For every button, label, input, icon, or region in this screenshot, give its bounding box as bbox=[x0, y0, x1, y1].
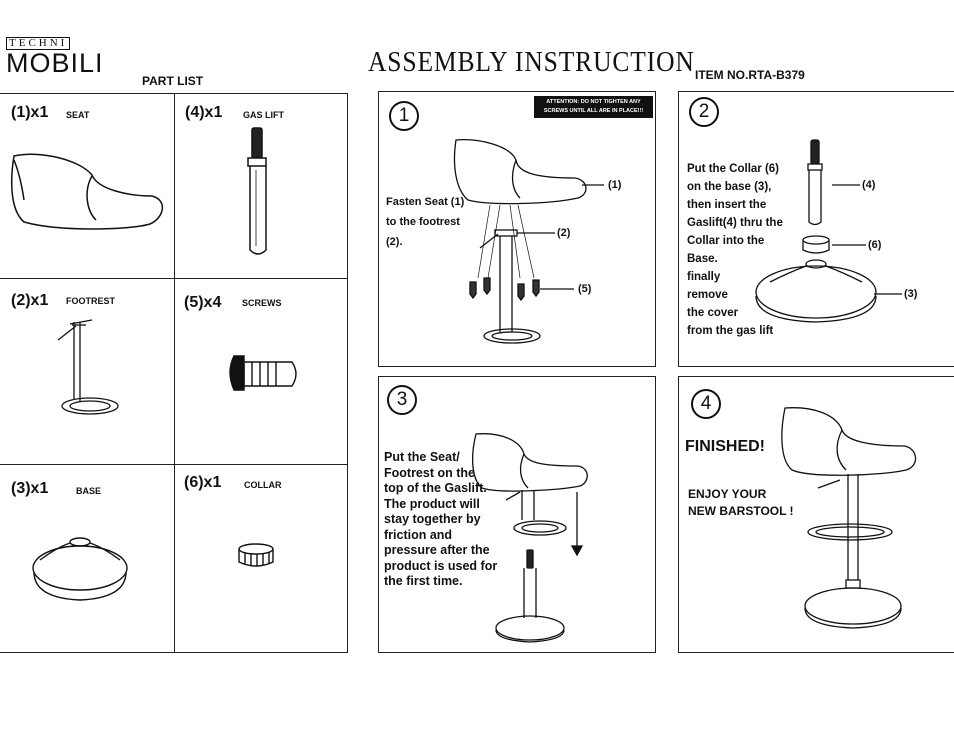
step-3-number: 3 bbox=[387, 385, 417, 415]
step-4-number: 4 bbox=[691, 389, 721, 419]
part-name-gas-lift: GAS LIFT bbox=[243, 110, 284, 120]
part-qty-collar: (6)x1 bbox=[184, 474, 222, 491]
finished-heading: FINISHED! bbox=[685, 438, 765, 455]
step-1-callout-2: (2) bbox=[557, 227, 571, 239]
step-1-text: Fasten Seat (1) to the footrest (2). bbox=[386, 196, 465, 248]
step-1-number: 1 bbox=[389, 101, 419, 131]
enjoy-text: ENJOY YOUR NEW BARSTOOL ! bbox=[688, 487, 794, 518]
part-name-screws: SCREWS bbox=[242, 298, 282, 308]
brand-logo-top: TECHNI bbox=[6, 37, 70, 50]
step-2-callout-3: (3) bbox=[904, 288, 918, 300]
part-name-footrest: FOOTREST bbox=[66, 296, 115, 306]
part-name-seat: SEAT bbox=[66, 110, 90, 120]
part-name-base: BASE bbox=[76, 486, 102, 496]
part-qty-base: (3)x1 bbox=[11, 480, 49, 497]
item-number: ITEM NO.RTA-B379 bbox=[695, 68, 805, 82]
part-qty-gas-lift: (4)x1 bbox=[185, 104, 223, 121]
step-1-callout-5: (5) bbox=[578, 283, 592, 295]
step-1-callout-1: (1) bbox=[608, 179, 622, 191]
step-2-callout-6: (6) bbox=[868, 239, 882, 251]
step-3-text: Put the Seat/ Footrest on the top of the Gaslift. The product will stay together by friction and pressure after the product is used for the first time. bbox=[384, 450, 498, 588]
part-qty-footrest: (2)x1 bbox=[11, 292, 49, 309]
part-list-label: PART LIST bbox=[142, 74, 204, 88]
step-2-text: Put the Collar (6) on the base (3), then insert the Gaslift(4) thru the Collar into the Base. finally remove the cover from the gas lift bbox=[687, 163, 783, 337]
step-2-callout-4: (4) bbox=[862, 179, 876, 191]
page-title: ASSEMBLY INSTRUCTION bbox=[368, 46, 695, 78]
brand-logo-bottom: MOBILI bbox=[6, 48, 104, 78]
attention-banner: ATTENTION: DO NOT TIGHTEN ANY SCREWS UNTIL ALL ARE IN PLACE!!! bbox=[534, 96, 653, 118]
part-qty-seat: (1)x1 bbox=[11, 104, 49, 121]
part-name-collar: COLLAR bbox=[244, 480, 282, 490]
step-2-number: 2 bbox=[689, 97, 719, 127]
part-qty-screws: (5)x4 bbox=[184, 294, 222, 311]
